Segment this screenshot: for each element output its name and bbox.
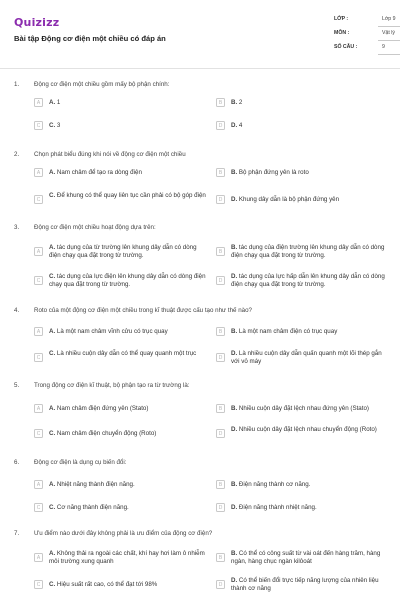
option-text: [49, 99, 209, 107]
meta-row-class: [334, 14, 400, 28]
option-content: Nhiệt năng thành điện năng.: [56, 481, 135, 488]
question-text: Chọn phát biểu đúng khi nói về động cơ điện một chiều: [34, 151, 186, 158]
option-letter: A.: [49, 169, 56, 176]
option-letter-box: D: [216, 503, 225, 512]
meta-row-subject: [334, 28, 400, 42]
option-letter: C.: [49, 430, 56, 437]
question-text: Roto của một động cơ điện một chiều trong kĩ thuật được cấu tạo như thế nào?: [34, 307, 252, 314]
option-letter-box: B: [216, 327, 225, 336]
option-letter: A.: [49, 244, 56, 251]
worksheet-title: Bài tập Động cơ điện một chiều có đáp án: [14, 34, 166, 43]
quizizz-logo: Quizizz: [14, 16, 60, 29]
question-number: 7.: [14, 530, 20, 537]
option-text: [49, 504, 209, 512]
option-letter-box: D: [216, 276, 225, 285]
option-content: Để khung có thể quay liên tục cần phải có bộ góp điện: [56, 192, 206, 199]
option-content: Khung dây dẫn là bộ phận đứng yên: [238, 196, 340, 203]
option-text: [231, 481, 391, 489]
option-letter: B.: [231, 405, 238, 412]
option-letter: D.: [231, 122, 238, 129]
question-number: 6.: [14, 459, 20, 466]
meta-value: Vật lý: [382, 30, 395, 36]
option-letter: A.: [49, 99, 56, 106]
option-text: [49, 328, 209, 336]
option-content: Hiệu suất rất cao, có thể đạt tới 98%: [56, 581, 158, 588]
option-letter: A.: [49, 550, 56, 557]
option-letter: C.: [49, 273, 56, 280]
option-letter: B.: [231, 328, 238, 335]
option-text: [49, 350, 209, 358]
option-letter-box: B: [216, 404, 225, 413]
option-letter-box: C: [34, 580, 43, 589]
option-letter-box: C: [34, 503, 43, 512]
option-text: [231, 426, 391, 434]
option-text: [231, 550, 391, 566]
question-text: Động cơ điện là dụng cụ biến đổi:: [34, 459, 127, 466]
option-text: [231, 99, 391, 107]
option-letter: C.: [49, 192, 56, 199]
option-letter-box: D: [216, 353, 225, 362]
option-content: Điện năng thành nhiệt năng.: [238, 504, 317, 511]
option-letter-box: A: [34, 480, 43, 489]
option-content: tác dụng của từ trường lên khung dây dẫn có dòng điện chạy qua đặt trong từ trường.: [49, 244, 197, 259]
meta-underline: [378, 40, 400, 41]
option-letter-box: D: [216, 195, 225, 204]
meta-label: SỐ CÂU :: [334, 44, 358, 50]
option-text: [231, 273, 391, 289]
meta-underline: [378, 54, 400, 55]
option-letter: C.: [49, 504, 56, 511]
option-letter: B.: [231, 169, 238, 176]
option-letter-box: B: [216, 480, 225, 489]
option-letter: B.: [231, 481, 238, 488]
meta-row-count: [334, 42, 400, 56]
option-text: [231, 122, 391, 130]
option-content: Điện năng thành cơ năng.: [238, 481, 311, 488]
option-content: 4: [238, 122, 243, 129]
option-letter: B.: [231, 244, 238, 251]
option-letter-box: A: [34, 327, 43, 336]
option-content: Là nhiều cuộn dây dẫn có thể quay quanh một trục: [56, 350, 197, 357]
option-text: [231, 244, 391, 260]
option-content: Là nhiều cuộn dây dẫn quấn quanh một lõi thép gắn với vỏ máy: [231, 350, 382, 365]
option-letter: D.: [231, 196, 238, 203]
option-content: tác dụng của điện trường lên khung dây dẫn có dòng điện chạy qua đặt trong từ trường.: [231, 244, 385, 259]
option-content: Không thải ra ngoài các chất, khí hay hơi làm ô nhiễm môi trường xung quanh: [49, 550, 205, 565]
option-letter: D.: [231, 426, 238, 433]
option-letter: D.: [231, 273, 238, 280]
option-letter: B.: [231, 99, 238, 106]
question-number: 1.: [14, 81, 20, 88]
option-text: [231, 169, 391, 177]
option-text: [231, 577, 391, 593]
option-content: Nam châm điện đứng yên (Stato): [56, 405, 149, 412]
option-text: [49, 244, 209, 260]
option-text: [231, 328, 391, 336]
option-text: [49, 481, 209, 489]
option-text: [49, 581, 209, 589]
option-letter: A.: [49, 405, 56, 412]
option-letter: A.: [49, 328, 56, 335]
question-text: Ưu điểm nào dưới đây không phải là ưu điểm của động cơ điện?: [34, 530, 213, 537]
meta-value: Lớp 9: [382, 16, 396, 22]
option-letter-box: D: [216, 429, 225, 438]
option-text: [231, 405, 391, 413]
option-letter-box: A: [34, 247, 43, 256]
option-text: [49, 192, 209, 200]
option-letter-box: B: [216, 168, 225, 177]
question-number: 4.: [14, 307, 20, 314]
option-letter: B.: [231, 550, 238, 557]
option-content: Có thể có công suất từ vài oát đến hàng trăm, hàng ngàn, hàng chục ngàn kilôoát: [231, 550, 381, 565]
option-content: tác dụng của lực hấp dẫn lên khung dây dẫn có dòng điện chạy qua đặt trong từ trường.: [231, 273, 385, 288]
option-letter-box: A: [34, 404, 43, 413]
option-content: Nam châm để tạo ra dòng điện: [56, 169, 142, 176]
option-text: [49, 273, 209, 289]
option-letter: D.: [231, 350, 238, 357]
option-content: Là một nam châm điện có trục quay: [238, 328, 338, 335]
header-divider: [0, 68, 400, 69]
option-letter-box: C: [34, 276, 43, 285]
option-letter: C.: [49, 122, 56, 129]
question-text: Động cơ điện một chiều gồm mấy bộ phận chính:: [34, 81, 170, 88]
meta-label: MÔN :: [334, 30, 350, 36]
option-letter-box: A: [34, 553, 43, 562]
option-content: Cơ năng thành điện năng.: [56, 504, 129, 511]
option-letter-box: C: [34, 353, 43, 362]
option-content: tác dụng của lực điện lên khung dây dẫn có dòng điện chạy qua đặt trong từ trường.: [49, 273, 206, 288]
option-letter: D.: [231, 577, 238, 584]
question-number: 3.: [14, 224, 20, 231]
meta-value: 9: [382, 44, 385, 50]
option-text: [231, 504, 391, 512]
option-text: [49, 169, 209, 177]
option-content: Nhiều cuộn dây đặt lệch nhau đứng yên (Stato): [238, 405, 369, 412]
meta-label: LỚP :: [334, 16, 349, 22]
option-text: [231, 350, 391, 366]
option-letter-box: D: [216, 580, 225, 589]
option-letter-box: C: [34, 195, 43, 204]
worksheet-header: [14, 14, 396, 60]
option-letter-box: C: [34, 121, 43, 130]
option-text: [49, 122, 209, 130]
question-number: 5.: [14, 382, 20, 389]
option-letter: A.: [49, 481, 56, 488]
option-content: 1: [56, 99, 61, 106]
meta-underline: [378, 26, 400, 27]
option-content: Nhiều cuộn dây đặt lệch nhau chuyển động (Roto): [238, 426, 377, 433]
option-text: [49, 550, 209, 566]
option-letter: D.: [231, 504, 238, 511]
option-letter: C.: [49, 350, 56, 357]
option-letter-box: B: [216, 247, 225, 256]
option-letter-box: C: [34, 429, 43, 438]
question-number: 2.: [14, 151, 20, 158]
option-letter-box: D: [216, 121, 225, 130]
option-letter-box: B: [216, 98, 225, 107]
option-content: Bộ phận đứng yên là roto: [238, 169, 309, 176]
option-content: 3: [56, 122, 61, 129]
option-text: [231, 196, 391, 204]
option-letter-box: B: [216, 553, 225, 562]
option-letter-box: A: [34, 168, 43, 177]
option-text: [49, 430, 209, 438]
option-content: Là một nam châm vĩnh cửu có trục quay: [56, 328, 168, 335]
option-text: [49, 405, 209, 413]
worksheet-meta: [334, 14, 400, 56]
question-text: Động cơ điện một chiều hoạt động dựa trên:: [34, 224, 156, 231]
option-letter-box: A: [34, 98, 43, 107]
question-text: Trong động cơ điện kĩ thuật, bộ phận tạo ra từ trường là:: [34, 382, 190, 389]
option-content: Nam châm điện chuyển động (Roto): [56, 430, 157, 437]
option-content: 2: [238, 99, 243, 106]
option-letter: C.: [49, 581, 56, 588]
option-content: Có thể biến đổi trực tiếp năng lượng của nhiên liệu thành cơ năng: [231, 577, 379, 592]
